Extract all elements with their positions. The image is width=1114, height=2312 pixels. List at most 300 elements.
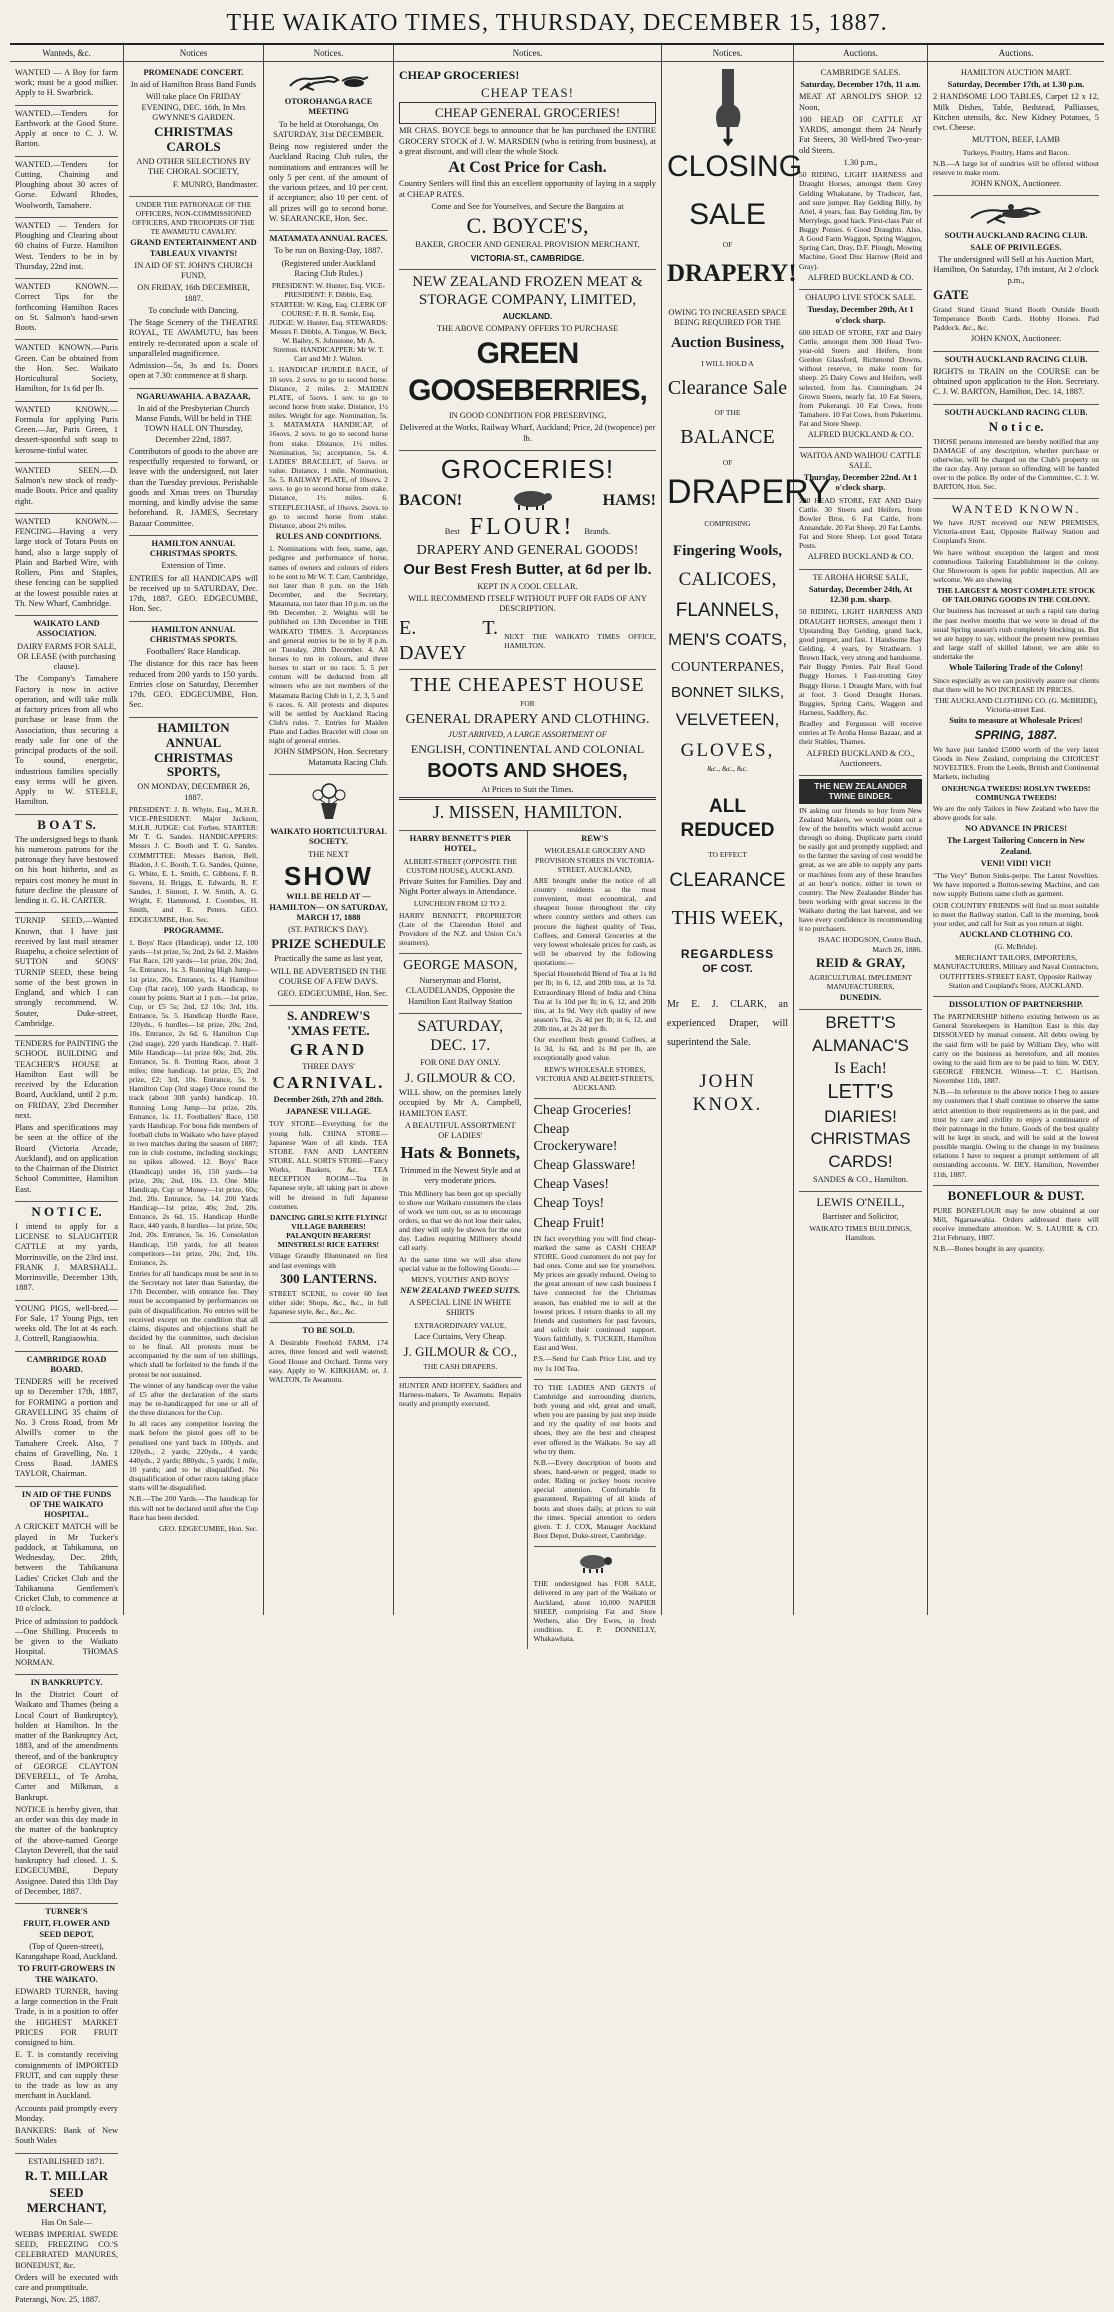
column-header: Notices. bbox=[394, 48, 661, 62]
ad-heading: DRAPERY bbox=[667, 472, 831, 511]
ad-text: BANKERS: Bank of New South Wales bbox=[15, 2126, 118, 2146]
ad-text: Brands. bbox=[584, 526, 611, 536]
ad-rews-stores bbox=[534, 831, 657, 1099]
ad-heading: Hats & Bonnets, bbox=[400, 1143, 520, 1163]
ad-subheading: SALE OF PRIVILEGES. bbox=[970, 242, 1062, 252]
ad-text: FOR ONE DAY ONLY. bbox=[420, 1057, 501, 1067]
ad-text: OF THE bbox=[714, 408, 741, 418]
ad-heading: CLEARANCE bbox=[669, 869, 786, 891]
ad-text: Being now registered under the Auckland Racing Club rules, the nominations and entrances will be only 5 per cent. of the amount of the various prizes, and 10 per cent. if acceptance; also 10 per cent. of all prizes will go to second horse. W. SEARANCKE, Hon. Sec. bbox=[269, 142, 388, 223]
ad-hunter-hoffey bbox=[399, 1378, 522, 1414]
ad-heading: IN BANKRUPTCY. bbox=[30, 1677, 103, 1687]
ad-text: AND OTHER SELECTIONS BY THE CHORAL SOCIETY, bbox=[136, 157, 251, 177]
ad-programme: 1. HANDICAP HURDLE RACE, of 10 sovs. 2 sovs. to go to second horse. Distance, 2 miles. 2. MAIDEN PLATE, of 5sovs. 1 sov. to go to second horse from stake. Distance, 1½ miles. Weight for age. Nomination, 5s. 3. MATAMATA HANDICAP, of 16sovs. 2 sovs. to go to second horse from stake. Distance, 1½ miles. Nomination, 5s; acceptance, 5s. 4. LADIES' BRACELET, of 5sovs. or value. Distance, 1 mile. Nomination, 5s. 5. RAILWAY PLATE, of 10sovs. 2 sovs. to go to second horse from stake. Distance, 1½ miles. 6. STEEPLECHASE, of 10sovs. 2sovs. to go to second horse from stake. Distance, about 2½ miles. bbox=[269, 365, 388, 530]
ad-text: ENTRIES for all HANDICAPS will be received up to SATURDAY, Dec. 17th, 1887. GEO. EDGECUMBE, Hon. Sec. bbox=[129, 573, 258, 614]
ad-heading: CARNIVAL. bbox=[272, 1073, 385, 1093]
ad-signature: ISAAC HODGSON, Centre Bush, March 26, 1886. bbox=[818, 935, 922, 954]
ad-twine-binder bbox=[799, 776, 922, 1010]
ad-heading: ALMANAC'S bbox=[812, 1035, 909, 1055]
ad-text: Entries for all handicaps must be sent in to the Secretary not later than Saturday, the 17th December, with entrance fee. They must be accompanied by performances on pain of disqualification. No entries will be received except on the condition that all claims, disputes and objections shall be decided by the committee, such decision to be final. All protests must be accompanied by the sum of ten shillings, which shall be forfeited to the funds if the protest be not sustained. bbox=[129, 1269, 258, 1379]
ad-text: TENDERS will be received up to December 17th, 1887, for FORMING a portion and GRAVELLING 35 chains of No. 3 Cross Road, from Mr Alwill's corner to the Tamahere Creek. Also, 7 chains of Gravelling, No. 1 Cross Road. JAMES TAYLOR, Chairman. bbox=[15, 1377, 118, 1479]
ad-text: In the District Court of Waikato and Thames (being a Local Court of Bankruptcy), holden at Hamilton. In the matter of the Bankruptcy Act, 1883, and of the amendments thereof, and of the bankruptcy of GEORGE CLAYTON DEVERELL, of Te Aroha, Carter and Milkman, a Bankrupt. bbox=[15, 1690, 118, 1802]
ad-subheading: The Largest Tailoring Concern in New Zealand. bbox=[947, 836, 1085, 856]
ad-text: Bradley and Fergusson will receive entries at Te Aroha House Bazaar, and at their Stables, Thames. bbox=[799, 719, 922, 747]
ad-text: LUNCHEON FROM 12 TO 2. bbox=[413, 899, 507, 909]
ad-text: Country Settlers will find this an excellent opportunity of laying in a supply at CHEAP RATES. bbox=[399, 179, 656, 199]
ad-text: MEAT AT ARNOLD'S SHOP. 12 Noon, bbox=[799, 92, 922, 112]
ad-farm-for-sale bbox=[269, 1323, 388, 1390]
ad-wanted-earthwork bbox=[15, 106, 118, 157]
ad-text: The undersigned will Sell at his Auction Mart, Hamilton, On Saturday, 17th instant, At 2 o'clock p.m., bbox=[933, 255, 1099, 285]
ad-text: COMPRISING bbox=[704, 518, 751, 528]
ad-heading: SPRING, 1887. bbox=[974, 728, 1058, 743]
ad-text: EDWARD TURNER, having a large connection in the Fruit Trade, is in a position to offer the HIGHEST MARKET PRICES FOR FRUIT consigned to him. bbox=[15, 1986, 118, 2048]
ad-text: IN asking our friends to buy from New Zealand Makers, we would point out a few of the benefits which would accrue through so doing. Duplicate parts could be easily got and promptly supplied; and to the farmer the saving of cost would be great, as we are able to supply any parts or machines from any of these branches at an hour's notice, either in town or country. The New Zealander Binder has been working with great success in the Waikato during the last harvest, and we have every confidence in recommending it to purchasers. bbox=[799, 805, 922, 934]
ad-text: A BEAUTIFUL ASSORTMENT OF LADIES' bbox=[404, 1120, 516, 1141]
ad-subheading: TO FRUIT-GROWERS IN THE WAIKATO. bbox=[17, 1964, 116, 1984]
ad-fencing bbox=[15, 514, 118, 616]
ad-matamata-races bbox=[269, 231, 388, 775]
item-flannels: FLANNELS, bbox=[675, 600, 780, 622]
ad-subheading: VENI! VIDI! VICI! bbox=[980, 858, 1052, 868]
ad-road-board bbox=[15, 1352, 118, 1487]
ad-officials: PRESIDENT: W. Hunter, Esq. VICE-PRESIDENT: F. Dibble, Esq. STARTER: W. King, Esq. CLERK OF COURSE: F. B. R. Semle, Esq. JUDGE: W. Hunter, Esq. STEWARDS: Messrs F. Dibble, A. Tongue, W. Beck, W. Bailey, S. Johnstone, Mr A. Stretton. HANDICAPPER: Mr W. T. Carr and Mr J. Walton. bbox=[269, 281, 388, 364]
ad-paris-green-formula bbox=[15, 402, 118, 463]
ad-turnip-seed bbox=[15, 913, 118, 1036]
ad-text: The distance for this race has been reduced from 200 yards to 150 yards. Entries close on Saturday, December 17th. GEO. EDGECUMBE, Hon. Sec. bbox=[129, 659, 258, 710]
item-mens-coats: MEN'S COATS, bbox=[667, 630, 788, 650]
item-gloves: GLOVES, bbox=[680, 740, 775, 762]
ad-text: We are the only Tailors in New Zealand who have the above goods for sale. bbox=[933, 803, 1099, 822]
ad-text: WILL show, on the premises lately occupied by Mr A. Campbell, HAMILTON EAST. bbox=[399, 1088, 522, 1118]
ad-heading: HAMILTON ANNUAL CHRISTMAS SPORTS. bbox=[149, 624, 238, 644]
ad-text: IN fact everything you will find cheap-marked the same as CASH CHEAP STORE. Good customers do not pay for bad ones. Come and see for yourselves. My prices are greatly reduced. Owing to the great amount of new cash business I have connected for the Christmas season, has enabled me to sell at the lowest prices. I return thanks to all my friends and customers for past favours, and solicit their continued support. Yours faithfully, S. TUCKER, Hamilton East and West. bbox=[533, 1233, 656, 1353]
ad-waitoa-sale bbox=[799, 448, 922, 570]
ad-racing-club-privileges bbox=[933, 196, 1099, 351]
ad-boneflour bbox=[933, 1186, 1099, 1260]
column-closing-sale bbox=[662, 45, 831, 1615]
ad-text: 600 HEAD OF STORE, FAT and Dairy Cattle, amongst them 300 Head Two-year-old Steers and Heifers, from Gordon Glassford, Richmond Downs, without reserve, to make room for sheep. 25 Dairy Cows and Heifers, well selected, from Jas. Cunningham. 24 Grown Steers, nearly fat. 10 Fat Steers, from Pukerangi. 10 Fat Cows, from Tamahere. 10 Fat Cows, from Pukerimu. Fat and Store Sheep. bbox=[799, 327, 922, 429]
ad-heading: At Cost Price for Cash. bbox=[448, 159, 607, 177]
ad-text: (ST. PATRICK'S DAY). bbox=[288, 925, 369, 935]
item-fingering-wools: Fingering Wools, bbox=[673, 542, 782, 559]
ad-racing-club-notice bbox=[933, 405, 1099, 499]
ad-heading: WANTED KNOWN. bbox=[951, 501, 1081, 516]
ad-heading: ALL REDUCED bbox=[680, 796, 775, 841]
ad-heading: HAMILTON ANNUAL CHRISTMAS SPORTS, bbox=[154, 719, 233, 780]
ad-bankruptcy bbox=[15, 1675, 118, 1904]
ad-text: IN AID OF ST. JOHN'S CHURCH FUND, bbox=[134, 260, 253, 281]
ad-text: Delivered at the Works, Railway Wharf, Auckland; Price, 2d (twopence) per lb. bbox=[399, 423, 656, 443]
ad-text: Mr E. J. CLARK, an experienced Draper, will superintend the Sale. bbox=[667, 998, 788, 1048]
ad-heading: GRAND ENTERTAINMENT AND TABLEAUX VIVANTS! bbox=[130, 238, 257, 258]
ad-text: WANTED KNOWN.—Paris Green. Can be obtained from the Hon. Sec. Waikato Horticultural Society, Hamilton, for 1s 6d per lb. bbox=[15, 343, 118, 394]
masthead: THE WAIKATO TIMES, THURSDAY, DECEMBER 15, 1887. bbox=[10, 6, 1104, 45]
ad-text: THOSE persons interested are hereby notified that any DAMAGE of any description, whether purchase or otherwise, will be charged on the Club's property on the race day. Any person so offending will be handed over to the police. By order of the Committee, C. J. W. BARTON, Hon. Sec. bbox=[933, 436, 1099, 492]
ad-heading: N O T I C E. bbox=[31, 1203, 102, 1219]
ad-heading: C. BOYCE'S, bbox=[466, 213, 589, 239]
ad-text: BAKER, GROCER AND GENERAL PROVISION MERCHANT, bbox=[415, 240, 640, 250]
ad-heading: GENERAL DRAPERY AND CLOTHING. bbox=[405, 711, 650, 727]
ad-text: THE ABOVE COMPANY OFFERS TO PURCHASE bbox=[436, 323, 619, 333]
ad-text: Private Suites for Families. Day and Night Porter always in Attendance. bbox=[399, 876, 522, 897]
ad-text: N.B.—Every description of boots and shoes, hand-sewn or pegged, made to order. Riding or jockey boots receive special attention. Comfortable fit guaranteed. Repairing of all kinds of boots and shoes daily, at prices to suit the times. Special attention to orders given. T. J. COX, Manager Auckland Boot Depot, Duke-street, Cambridge. bbox=[533, 1457, 656, 1540]
ad-address: (Top of Queen-street), Karangahape Road, Auckland. bbox=[15, 1941, 118, 1962]
ad-boot-depot bbox=[534, 1380, 657, 1547]
ad-horticultural-show bbox=[269, 775, 388, 1007]
ad-clothing-co bbox=[933, 499, 1099, 997]
column-wanteds bbox=[10, 45, 124, 2305]
ad-bazaar bbox=[129, 389, 258, 536]
ad-dissolution bbox=[933, 997, 1099, 1186]
column-header: Auctions. bbox=[794, 48, 927, 62]
ad-heading: THE CHEAPEST HOUSE bbox=[410, 674, 645, 697]
ad-date: ON MONDAY, DECEMBER 26, 1887. bbox=[137, 782, 250, 802]
ad-text: Since especially as we can positively assure our clients that there will be NO INCREASE IN PRICES. bbox=[933, 675, 1099, 694]
ad-text: TOY STORE—Everything for the young folk. CHINA STORE—Japanese Ware of all kinds. TEA STORE. FAN AND LANTERN STORE. ALL SORTS STORE—Fancy Works, Baskets, &c. TEA RECEPTION ROOM—Tea in Japanese style, all taking part in above will be dressed in full Japanese costumes. bbox=[269, 1119, 388, 1211]
ad-heading: BACON! bbox=[399, 491, 463, 509]
subcolumn-left bbox=[399, 831, 528, 1649]
pointing-hand-icon bbox=[667, 65, 788, 148]
ad-subheading: FRUIT, FLOWER AND SEED DEPOT, bbox=[23, 1919, 110, 1939]
ad-heading: HAMILTON AUCTION MART. bbox=[960, 67, 1072, 77]
ad-text: 100 HEAD OF CATTLE AT YARDS, amongst them 24 Nearly Fat Steers, 30 Well-bred Two-year-old Steers. bbox=[799, 114, 922, 155]
ad-text: "The Very" Button Sinks-perpe. The Latest Novelties. We have imported a Button-sewing Machine, and can now supply Buttons same cloth as garment. bbox=[933, 871, 1099, 899]
ad-gilmour-millinery bbox=[399, 1014, 522, 1378]
ad-heading: MATAMATA ANNUAL RACES. bbox=[269, 234, 388, 244]
ad-text: WILL BE ADVERTISED IN THE COURSE OF A FEW DAYS. bbox=[270, 966, 387, 986]
ad-heading: Cheap Toys! bbox=[533, 1196, 605, 1212]
ad-slaughter-license bbox=[15, 1202, 118, 1301]
ad-text: A SPECIAL LINE IN WHITE SHIRTS bbox=[409, 1298, 512, 1318]
ad-heading: Cheap Vases! bbox=[533, 1177, 610, 1193]
ad-text: Nurseryman and Florist, CLAUDELANDS, Opposite the Hamilton East Railway Station bbox=[405, 976, 515, 1006]
ad-heading: Cheap Groceries! bbox=[533, 1103, 632, 1119]
ad-text: N.B.—A large lot of sundries will be offered without reserve to make room. bbox=[933, 158, 1099, 177]
ad-subheading: Footballers' Race Handicap. bbox=[146, 647, 241, 657]
item-bonnet-silks: BONNET SILKS, bbox=[670, 684, 785, 702]
ad-text: WANTED — A Boy for farm work; must be a good milker. Apply to H. Swarbrick. bbox=[15, 67, 118, 98]
ad-subheading: THE LARGEST & MOST COMPLETE STOCK OF TAILORING GOODS IN THE COLONY. bbox=[936, 586, 1096, 605]
column-notices-3 bbox=[394, 45, 662, 1644]
ad-text: The Company's Tamahere Factory is now in active operation, and will take milk at factory prices from all who purchase or lease from the Association, thus securing a ready sale for one of the principal products of the soil. To sound, energetic, industrious families specially easy terms will be given. Apply to W. STEELE, Hamilton. bbox=[15, 674, 118, 807]
ad-text: THE undersigned has FOR SALE, delivered in any part of the Waikato or Auckland, about 10,000 NAPIER SHEEP, comprising Fat and Store Wethers, also Dry Ewes, in fresh condition. E. P. DONNELLY, Whakawhata. bbox=[533, 1579, 656, 1644]
ad-paris-green bbox=[15, 340, 118, 401]
ad-sandes-almanacs bbox=[799, 1010, 922, 1192]
ad-heading: OHAUPO LIVE STOCK SALE. bbox=[805, 293, 916, 303]
ad-signature: GEO. EDGECUMBE, Hon. Sec. bbox=[159, 1523, 258, 1533]
ad-address: WAIKATO TIMES BUILDINGS, Hamilton. bbox=[809, 1223, 912, 1243]
ad-heading: HAMILTON ANNUAL CHRISTMAS SPORTS. bbox=[149, 538, 238, 559]
ad-text: The winner of any handicap over the value of £5 after the declaration of the starts may be re-handicapped for one or all of the three distances for the Cup. bbox=[129, 1380, 258, 1418]
ad-text: FOR bbox=[520, 699, 535, 709]
ad-heading: LEWIS O'NEILL, bbox=[816, 1195, 905, 1210]
ad-subheading: PRIZE SCHEDULE bbox=[271, 936, 386, 952]
ad-heading: Cheap Fruit! bbox=[533, 1215, 605, 1231]
ad-text: (Registered under Auckland Racing Club Rules.) bbox=[281, 258, 376, 278]
ad-cricket-match bbox=[15, 1487, 118, 1675]
ad-text: WANTED SEEN.—D. Salmon's new stock of ready-made Boots. Price and quality right. bbox=[15, 465, 118, 506]
ad-cambridge-sales bbox=[799, 65, 922, 290]
ad-text: THREE DAYS' bbox=[302, 1061, 355, 1071]
horse-engraving-icon bbox=[269, 71, 388, 94]
ad-heading: SATURDAY, DEC. 17. bbox=[417, 1017, 504, 1055]
ad-george-mason bbox=[399, 954, 522, 1014]
ad-text: Practically the same as last year, bbox=[274, 954, 383, 964]
ad-text: 50 RIDING, LIGHT HARNESS and Draught Horses, amongst them Grey Gelding Whakatane, by Traducer, fast, and sure jumper. Bay Gelding Billy, by Ariel, 4 years, fast. Bay Gelding Jim, by Merrylegs, good hack. First-class Pair of Buggy Ponies. 6 Good Draughts. Also, A Good Farm Waggon, Spring Waggon, Spring Cart, Dray, D.F. Plough, Mowing Machine, Good Disc Harrow (Reid and Gray). bbox=[799, 170, 922, 271]
ad-text: TO THE LADIES AND GENTS of Cambridge and surrounding districts, both young and old, great and small, when you are passing by just step inside and try the quality of our boots and shoes, they are the best and cheapest ever offered in the Waikato. So say all who try them. bbox=[533, 1382, 656, 1456]
flower-vase-engraving-icon bbox=[269, 781, 388, 824]
ad-text: DANCING GIRLS! KITE FLYING! VILLAGE BARBERS! PALANQUIN BEARERS! MINSTRELS! RICE EATERS! bbox=[269, 1212, 388, 1250]
racehorse-engraving-icon bbox=[933, 202, 1099, 227]
ad-heading: SOUTH AUCKLAND RACING CLUB. bbox=[944, 230, 1088, 240]
item-velveteen: VELVETEEN, bbox=[675, 710, 780, 730]
ad-established: ESTABLISHED 1871. bbox=[28, 2156, 105, 2166]
ad-heading: FLOUR! bbox=[469, 513, 575, 540]
ad-hamilton-auction-mart bbox=[933, 65, 1099, 196]
ad-date: Thursday, December 22nd. At 1 o'clock sharp. bbox=[803, 473, 918, 493]
ad-text: OF bbox=[722, 457, 733, 467]
ad-millar-seed bbox=[15, 2154, 118, 2312]
pig-engraving-icon bbox=[507, 488, 557, 513]
ad-heading: BRETT'S bbox=[825, 1013, 896, 1033]
ad-text: I WILL HOLD A bbox=[701, 358, 754, 368]
ad-text: Turkeys, Poultry, Hams and Bacon. bbox=[962, 147, 1070, 157]
ad-heading: IN AID OF THE FUNDS OF THE WAIKATO HOSPITAL. bbox=[21, 1489, 112, 1520]
ad-subheading: AUCKLAND. bbox=[502, 311, 553, 322]
ad-grand-entertainment bbox=[129, 197, 258, 389]
ad-text: WANTED KNOWN.—Formula for applying Paris Green.—Jar, Paris Green, 1 dessert-spoonful soft soap to kerosene-tinful water. bbox=[15, 404, 118, 455]
ad-text: UNDER THE PATRONAGE OF THE OFFICERS, NON-COMMISSIONED OFFICERS, AND TROOPERS OF THE TE AWAMUTU CAVALRY. bbox=[132, 199, 255, 237]
ad-text: EXTRAORDINARY VALUE, bbox=[414, 1320, 507, 1330]
ad-text: (G. McBride). bbox=[994, 942, 1038, 952]
ad-text: At Prices to Suit the Times. bbox=[481, 784, 574, 794]
column-auctions-1 bbox=[794, 45, 928, 1615]
ad-wanted-boy bbox=[15, 65, 118, 106]
ad-heading: CHEAP TEAS! bbox=[481, 84, 574, 100]
ad-otorohanga-races bbox=[269, 65, 388, 231]
ad-text: Grand Stand Grand Stand Booth Outside Booth Temperance Booth Cards. Hobby Horses. Pad Paddock. &c., &c. bbox=[933, 304, 1099, 333]
ad-heading: J. GILMOUR & CO., bbox=[403, 1344, 517, 1360]
ad-heading: Is Each! bbox=[834, 1059, 887, 1077]
davey-signature-row bbox=[399, 616, 656, 665]
column-header: Auctions. bbox=[928, 48, 1104, 62]
ad-boats bbox=[15, 815, 118, 914]
ad-carnival bbox=[269, 1006, 388, 1323]
ad-signature: THE AUCKLAND CLOTHING CO. (G. McBRIDE), Victoria-street East. bbox=[934, 695, 1098, 714]
ad-text: RIGHTS to TRAIN on the COURSE can be obtained upon application to the Hon. Secretary. C. J. W. BARTON, Hamilton, Dec. 14, 1887. bbox=[933, 366, 1099, 397]
ad-text: Best bbox=[444, 526, 460, 536]
ad-land-association bbox=[15, 616, 118, 815]
ad-heading: HAMS! bbox=[602, 491, 656, 509]
ad-heading: GRAND bbox=[289, 1040, 368, 1060]
ad-text: In aid of Hamilton Brass Band Funds bbox=[130, 80, 257, 90]
ad-text: HUNTER AND HOFFEY, Saddlers and Harness-makers, Te Awamutu. Repairs neatly and promptly executed. bbox=[399, 1381, 522, 1409]
ad-text: OUR COUNTRY FRIENDS will find us most suitable to meet the Railway station. Call in the morning, book your order, and call for Suit as you return at night. bbox=[933, 900, 1099, 928]
ad-heading: S. ANDREW'S 'XMAS FETE. bbox=[286, 1008, 371, 1039]
sheep-engraving-icon bbox=[534, 1553, 657, 1576]
ad-subheading: Extension of Time. bbox=[161, 561, 226, 571]
ad-text: A CRICKET MATCH will be played in Mr Tucker's paddock, at Tahikanuna, on Wednesday, Dec. 28th, between the Tahikanuna Ladies' Cricket Club and the Tahikanuna Gentlemen's Cricket Club, to commence at 10 o'clock. bbox=[15, 1522, 118, 1614]
ad-signature: ALFRED BUCKLAND & CO. bbox=[807, 272, 914, 282]
ad-text: WEBBS IMPERIAL SWEDE SEED, FREEZING CO.'S CELEBRATED MANURES, BONEDUST, &c. bbox=[15, 2229, 118, 2270]
columns bbox=[10, 45, 1104, 2305]
ad-heading: REID & GRAY, bbox=[816, 954, 905, 970]
ad-text: HARRY BENNETT, PROPRIETOR (Late of the Clarendon Hotel and Providore of the N.Z. and Union Co.'s steamers). bbox=[399, 910, 522, 947]
ad-text: Orders will be executed with care and promptitude. bbox=[15, 2272, 118, 2293]
ad-text: We have JUST received our NEW PREMISES, Victoria-street East, Opposite Railway Station and Coupland's Store. bbox=[933, 518, 1099, 546]
ad-text: In all races any competitor leaving the mark before the pistol goes off to be penalised one yard back in 100yds. and 120yds., 2 yards; 220yds., 4 yards; 440yds., 2 yards; 880yds., 5 yards; 1 mile, 10 yards; and to be disqualified. No disqualification of other races taking place starts will be disqualified. bbox=[129, 1419, 258, 1493]
flour-row bbox=[399, 513, 656, 542]
ad-heading: BONEFLOUR & DUST. bbox=[947, 1187, 1085, 1203]
ad-subheading: NO ADVANCE IN PRICES! bbox=[965, 824, 1067, 834]
ad-signature: JOHN SIMPSON, Hon. Secretary Matamata Racing Club. bbox=[273, 747, 388, 767]
ad-subheading: PROGRAMME. bbox=[163, 925, 224, 935]
ad-signature: JOHN KNOX, Auctioneer. bbox=[970, 334, 1062, 344]
ad-te-aroha-sale bbox=[799, 570, 922, 776]
ad-text: THE CASH DRAPERS. bbox=[423, 1361, 498, 1371]
ad-text: Lace Curtains, Very Cheap. bbox=[414, 1331, 507, 1341]
ad-heading: CHEAP GENERAL GROCERIES! bbox=[399, 102, 656, 124]
ad-signature: ALFRED BUCKLAND & CO. bbox=[807, 552, 914, 562]
ad-text: We have without exception the largest and most commodious Tailoring Establishment in the colony. Our Showroom is open for public inspection. All are welcome. We are showing bbox=[933, 547, 1099, 584]
ad-heading: J. GILMOUR & CO. bbox=[405, 1070, 516, 1086]
ad-text: MERCHANT TAILORS, IMPORTERS, MANUFACTURERS, Military and Naval Contractors, OUTFITTERS-STREET EAST, Opposite Railway Station and Coupland's Store, AUCKLAND. bbox=[933, 953, 1099, 990]
ad-heading: DIARIES! bbox=[824, 1106, 897, 1126]
ad-text: DUNEDIN. bbox=[839, 992, 882, 1002]
ad-heading: DISSOLUTION OF PARTNERSHIP. bbox=[948, 999, 1084, 1009]
ad-text: ONEHUNGA TWEEDS! ROSLYN TWEEDS! COMBUNGA TWEEDS! bbox=[941, 783, 1091, 802]
ad-text: Come and See for Yourselves, and Secure the Bargains at bbox=[431, 201, 624, 211]
ad-text: Contributors of goods to the above are respectfully requested to forward, or leave with the undersigned, not later than the Tuesday previous. Perishable goods and Xmas trees on Thursday morning, and kindly advise the same beforehand. R. JAMES, Secretary Bazaar Committee. bbox=[129, 446, 258, 528]
item-counterpanes: COUNTERPANES, bbox=[671, 660, 784, 676]
ad-text: 2 HANDSOME LOO TABLES, Carpet 12 x 12, Milk Dishes, Table, Bedstead, Palliasses, Kitchen utensils, &c. New Kidney Potatoes, 5 cwt. Cheese. bbox=[933, 92, 1099, 133]
ad-address: ALBERT-STREET (OPPOSITE THE CUSTOM HOUSE), AUCKLAND. bbox=[403, 856, 518, 875]
ad-heading: Cheap Crockeryware! bbox=[533, 1122, 618, 1155]
ad-heading: B O A T S. bbox=[37, 816, 96, 832]
column-notices-2 bbox=[264, 45, 394, 1615]
ad-heading: Auction Business, bbox=[670, 335, 785, 352]
ad-subheading: 300 LANTERNS. bbox=[280, 1270, 377, 1286]
closing-heading: CLOSING bbox=[667, 150, 803, 184]
ad-subheading: RULES AND CONDITIONS. bbox=[275, 532, 382, 542]
ad-tucker-cheap-store bbox=[534, 1099, 657, 1380]
ad-text: OWING TO INCREASED SPACE BEING REQUIRED FOR THE bbox=[668, 307, 787, 328]
ad-heading: WAIKATO HORTICULTURAL SOCIETY. bbox=[270, 827, 387, 847]
ad-heading: Clearance Sale bbox=[667, 376, 788, 399]
ad-signature: SANDES & CO., Hamilton. bbox=[813, 1174, 908, 1184]
ad-ohaupo-sale bbox=[799, 290, 922, 448]
ad-heading: CARDS! bbox=[828, 1152, 893, 1172]
ad-heading: GEORGE MASON, bbox=[403, 958, 518, 974]
ad-lewis-oneill bbox=[799, 1192, 922, 1248]
ad-footballers-race bbox=[129, 622, 258, 718]
ad-text: The undersigned begs to thank his numerous patrons for the patronage they have bestowed on his boat hitherto, and as repairs cost money he must in future decline the pleasure of lending it. G. H. CARTER. bbox=[15, 834, 118, 906]
ad-wanted-gorse bbox=[15, 157, 118, 218]
ad-text: To conclude with Dancing. bbox=[148, 305, 239, 315]
ad-heading: HARRY BENNETT'S PIER HOTEL, bbox=[409, 834, 511, 854]
ad-text: A Desirable Freehold FARM, 174 acres, three fenced and well watered; Good House and Orchard. Terms very easy. Apply to W. KIRKHAM; or, J. WALTON, Te Awamutu. bbox=[269, 1338, 388, 1384]
ad-text: 200 HEAD STORE, FAT AND Dairy Cattle. 30 Steers and Heifers, from Bowler Bros. 6 Fat Cattle, from Annandale. 20 Fat Sheep. 20 Fat Lambs. Fat and Store Sheep. Lot good Totara Posts. bbox=[799, 495, 922, 551]
drapery-heading: DRAPERY! bbox=[667, 260, 797, 288]
ad-text: Will take place On FRIDAY EVENING, DEC. 16th, In Mrs GWYNNE'S GARDEN. bbox=[141, 92, 246, 122]
ad-heading: TURNER'S bbox=[45, 1907, 88, 1917]
ad-frozen-meat-company bbox=[399, 270, 656, 451]
ad-text: We have just landed £5000 worth of the very latest Goods in New Zealand, comprising the CHOICEST NOVELTIES. From the Leeds, British and Continental Markets, including bbox=[933, 744, 1099, 782]
ad-missen-drapery bbox=[399, 670, 656, 831]
ad-text: P.S.—Send for Cash Price List, and try my 1s 10d Tea. bbox=[533, 1354, 656, 1373]
subcolumn-right bbox=[534, 831, 657, 1649]
ad-text: &c., &c., &c. bbox=[707, 764, 748, 774]
ad-heading: DRAPERY AND GENERAL GOODS! bbox=[416, 543, 639, 559]
ad-turners-depot bbox=[15, 1904, 118, 2154]
column-header: Notices bbox=[124, 48, 263, 62]
ad-heading: OTOROHANGA RACE MEETING bbox=[284, 97, 373, 117]
ad-heading: Our Best Fresh Butter, at 6d per lb. bbox=[403, 561, 652, 579]
ad-text: STREET SCENE, to cover 60 feet either side: Shops, &c., &c., in full Japanese style, &c., &c., &c. bbox=[269, 1288, 388, 1316]
ad-davey-groceries bbox=[399, 451, 656, 670]
ad-text: Admission—5s, 3s and 1s. Doors open at 7.30: commence at 8 sharp. bbox=[129, 361, 258, 381]
ad-date: Saturday, December 17th, at 1.30 p.m. bbox=[947, 80, 1085, 90]
ad-text: In aid of the Presbyterian Church Manse Funds, Will be held in THE TOWN HALL ON Thursday, December 22nd, 1887. bbox=[135, 403, 252, 444]
column-notices-1 bbox=[124, 45, 264, 1615]
ad-heading: NEW ZEALAND FROZEN MEAT & STORAGE COMPANY, LIMITED, bbox=[412, 273, 643, 309]
ad-heading: GROCERIES! bbox=[440, 453, 615, 484]
ad-heading: TO BE SOLD. bbox=[302, 1326, 355, 1335]
ad-text: WANTED.—Tenders for Earthwork at the Good Store. Apply at once to C. J. W. Barton. bbox=[15, 108, 118, 149]
ad-text: JUST ARRIVED, A LARGE ASSORTMENT OF bbox=[448, 729, 607, 739]
ad-text: WILL RECOMMEND ITSELF WITHOUT PUFF OR FADS OF ANY DESCRIPTION. bbox=[408, 593, 647, 614]
ad-subheading: JAPANESE VILLAGE. bbox=[285, 1107, 372, 1117]
ad-heading: GATE bbox=[933, 286, 969, 302]
ad-text: Trimmed in the Newest Style and at very moderate prices. bbox=[399, 1166, 521, 1186]
ad-text: PRESIDENT: J. B. Whyte, Esq., M.H.R. VICE-PRESIDENT: Major Jackson, M.H.R. JUDGE: Col. Forbes. STARTER: Mr T. G. Sandes. HANDICAPPERS: Messrs J. C. Booth and T. G. Sandes. COMMITTEE: Messrs Barton, Bell, Bladon, J. C. Booth, T. G. Sandes, Quinne, G. White, E. L. Smith, C. Gibbons, F. R. Stevens, H. Briggs, E. Edwards, R. F. Sandes, J. Sinnott, J. W. Smith, A. G. Wright, F. Hammond, J. Coombes, H. Smith, and E. Peters. GEO. EDGECUMBE, Hon. Sec. bbox=[129, 804, 258, 924]
ad-heading: WAIKATO LAND ASSOCIATION. bbox=[33, 619, 100, 639]
ad-text: Has On Sale— bbox=[41, 2217, 92, 2227]
ad-heading: PROMENADE CONCERT. bbox=[143, 67, 244, 77]
ad-text: WANTED KNOWN.—FENCING—Having a very large stock of Totara Posts on hand, also a large supply of Plain and Barbed Wire, with Rollers, Pins and Staples, these fencing can be supplied at the lowest possible rates at Th. New Wharf, Cambridge. bbox=[15, 516, 118, 608]
ad-wanted-tips bbox=[15, 279, 118, 340]
ad-text: Village Grandly Illuminated on first and last evenings with bbox=[269, 1251, 388, 1270]
ad-heading: CHRISTMAS bbox=[810, 1129, 911, 1149]
ad-napier-sheep bbox=[534, 1547, 657, 1649]
ad-signature: JOHN KNOX, Auctioneer. bbox=[970, 179, 1062, 189]
ad-date: Saturday, December 24th, At 12.30 p.m. sharp. bbox=[808, 584, 913, 605]
ad-programme: 1. Boys' Race (Handicap), under 12, 100 yards—1st prize, 5s; 2nd, 2s 6d. 2. Maiden Flat Race, 120 yards—1st prize, 20s; 2nd, 5s. Entrance, 1s. 3. Running High Jump—1st prize, 20s. Entrance, 1s. 4. Hamilton Cup (flat race), 100 yards Handicap, to count by points. Start at 1 p.m.—1st prize, Cup, or £5 5s; 2nd, £2 10s; 3rd, 10s. Entrance, 5s. 5. Handicap Hurdle Race, 120yds., 6 hurdles—1st prize, 20s; 2nd, 10s. Entrance, 2s 6d. 6. Hamilton Cup (2nd stage), 220 yards Handicap. 7. Half-Mile Handicap—1st prize 60s; 2nd, 20s. Entrance, 5s. 8. Trotting Race, about 3 miles; time handicap. 1st prize, £5; 2nd prize, £2; 3rd, 10s. Entrance, 5s. 9. Hamilton Cup (3rd stage) Once round the track (about 308 yards) handicap. 10. Running Long Jump—1st prize, 20s. Entrance, 1s. 11. Footballers' Race, 150 yards Handicap. For bona fide members of football clubs in Waikato who have played in two matches during the season of 1887; run in club costume, including stockings; no spikes allowed. 12. Boys' Race (Handicap) under 16, 150 yards—1st prize, 20s; 2nd, 10s. 13. One Mile Handicap, Cup or Money—1st prize, 60s; 2nd, 20s. Entrance, 5s. 14. 200 Yards Handicap—1st prize, 40s; 2nd, 20s. Entrance, 2s 6d. 15. Handicap Hurdle Race, 440 yards, 8 hurdles—1st prize, 50s; 2nd, 20s. Entrance, 5s. 16. Consolation Handicap, 150 yards, for all beaten competitors—1st prize, 20s; 2nd, 10s. Entrance, 2s. bbox=[129, 937, 258, 1267]
ad-racing-club-train bbox=[933, 352, 1099, 405]
ad-text: N.B.—Bones bought in any quantity. bbox=[933, 1244, 1045, 1254]
ad-young-pigs bbox=[15, 1301, 118, 1352]
ad-text: This Millinery has been got up specially to show our Waikato customers the class of work we turn out, so as to encourage orders, so that we do not lose their sales, and they will only be shown for the one day. Ladies requiring Millinery should call early. bbox=[399, 1188, 522, 1253]
ad-school-tenders bbox=[15, 1036, 118, 1202]
ad-heading: CAMBRIDGE ROAD BOARD. bbox=[26, 1354, 107, 1374]
ad-wanted-furze bbox=[15, 218, 118, 279]
ad-text: WANTED KNOWN.—Correct Tips for the forthcoming Hamilton Races on St. Salmon's hand-sewn Boots. bbox=[15, 282, 118, 333]
ad-text: TURNIP SEED.—Wanted Known, that I have just received by last mail steamer Ruapehu, a choice selection of SUTTON and SONS' TURNIP SEED, these being some of the best grown in England, and which I can strongly recommend. W. Souter, Duke-street, Cambridge. bbox=[15, 916, 118, 1028]
ad-text: The Stage Scenery of the THEATRE ROYAL, TE AWAMUTU, has been entirely re-decorated upon a scale of unparalleled magnificence. bbox=[129, 318, 258, 358]
ad-pier-hotel bbox=[399, 831, 522, 954]
ad-text: KEPT IN A COOL CELLAR. bbox=[477, 581, 578, 591]
bacon-hams-row bbox=[399, 488, 656, 513]
ad-text: NEXT THE WAIKATO TIMES OFFICE, HAMILTON. bbox=[504, 631, 656, 650]
ad-salmon-boots bbox=[15, 463, 118, 514]
ad-text: MR CHAS. BOYCE begs to announce that he has purchased the ENTIRE GROCERY STOCK of J. W. MARSDEN (who is retiring from business), at a great discount, and will clear the whole Stock bbox=[399, 126, 656, 156]
ad-rules: 1. Nominations with fees, name, age, pedigree and performance of horse, names of owners and colours of riders to be sent to Mr W. T. Carr, Cambridge, not later than 8 p.m. on the 16th December, and the Secretary, Matamata, not later than 10 p.m. on the 9th December. 2. Weights will be published on 13th December in THE WAIKATO TIMES. 3. Acceptances and general entries to be in by 8 p.m. on Tuesday, 20th December. 4. All horses to run in colours, and three horses to start or no race. 5. 5 per centum will be deducted from all winners who are not members of the Matamata Racing Club in 1, 2, 3, 5 and 6 races. 6. All protests and disputes will be settled by Auckland Racing Club's rules. 7. Entries for Maiden Plate and Ladies Bracelet will close on night of general entries. bbox=[269, 544, 388, 746]
ad-heading: GREEN GOOSEBERRIES, bbox=[408, 336, 647, 407]
lower-subcolumns bbox=[399, 831, 656, 1649]
ad-subheading: Suits to measure at Wholesale Prices! bbox=[949, 716, 1083, 726]
ad-cheap-groceries bbox=[399, 65, 656, 270]
